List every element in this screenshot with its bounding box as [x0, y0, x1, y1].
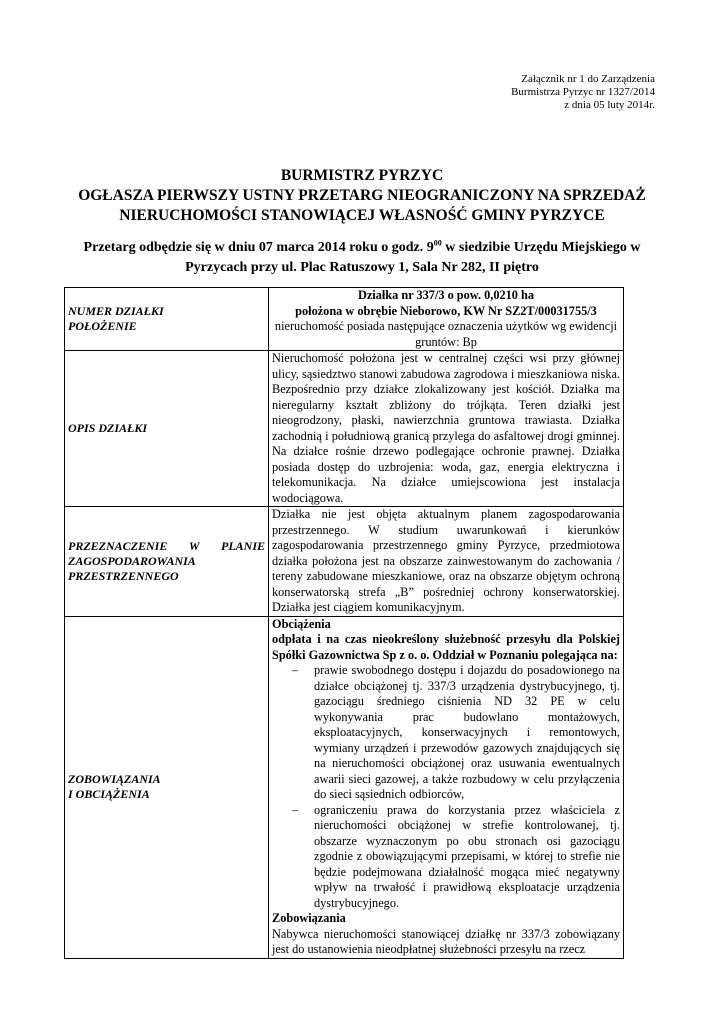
property-table	[64, 287, 624, 959]
dash-marker: –	[292, 663, 299, 677]
notice-part-2: w siedzibie Urzędu Miejskiego w Pyrzycach przy ul. Plac Ratuszowy 1, Sala Nr 282, II piętro	[185, 240, 641, 275]
table-row-opis	[65, 351, 624, 507]
annex-line-1: Załącznik nr 1 do Zarządzenia	[521, 73, 655, 85]
list-item	[292, 802, 620, 912]
table-row-przeznaczenie	[65, 507, 624, 617]
list-item	[292, 663, 620, 803]
parcel-land-use: nieruchomość posiada następujące oznaczenia użytków wg ewidencji gruntów: Bp	[274, 319, 618, 349]
row-label-zobowiazania	[65, 616, 269, 958]
dash-marker: –	[292, 802, 299, 817]
encumbrances-title: Obciążenia	[272, 616, 331, 631]
row-value-przeznaczenie: Działka nie jest objęta aktualnym planem zagospodarowania przestrzennego. W studium uwarunkowań i kierunków zagospodarowania przestrzennego gminy Pyrzyce, przedmiotowa działka położona jest na obszarze zainwestowanym do zachowania / tereny zabudowane mieszkaniowe, oraz na obszarze objętym ochroną konserwatorską strefa „B” pośredniej ochrony konserwatorskiej. Działka jest ciągiem komunikacyjnym.	[269, 507, 624, 617]
table-row-zobowiazania	[65, 616, 624, 958]
annex-line-3: z dnia 05 luty 2014r.	[564, 99, 655, 111]
label-zobowiazania-line-2: I OBCIĄŻENIA	[68, 787, 150, 801]
label-opis: OPIS DZIAŁKI	[68, 421, 148, 435]
annex-line-2: Burmistrza Pyrzyc nr 1327/2014	[511, 86, 655, 98]
table-row-numer	[65, 288, 624, 351]
notice-part-1: Przetarg odbędzie się w dniu 07 marca 2014 roku o godz. 9	[83, 240, 434, 255]
row-label-przeznaczenie	[65, 507, 269, 617]
row-value-opis: Nieruchomość położona jest w centralnej części wsi przy głównej ulicy, sąsiedztwo stanowi zabudowa zagrodowa i mieszkaniowa niska. Bezpośrednio przy działce zlokalizowany jest kościół. Działka ma nieregularny kształt zbliżony do trójkąta. Teren działki jest nieogrodzony, płaski, nawierzchnia gruntowa trawiasta. Działka zachodnią i południową granicą przylega do asfaltowej drogi gminnej. Na działce rośnie drzewo podlegające ochronie prawnej. Działka posiada dostęp do uzbrojenia: woda, gaz, energia elektryczna i telekomunikacja. Na działce umiejscowiona jest instalacja wodociągowa.	[269, 351, 624, 507]
title-line-3: NIERUCHOMOŚCI STANOWIĄCEJ WŁASNOŚĆ GMINY PYRZYCE	[119, 207, 605, 224]
label-numer-line-2: POŁOŻENIE	[68, 319, 137, 333]
auction-date-notice	[52, 238, 672, 278]
label-numer-line-1: NUMER DZIAŁKI	[68, 304, 164, 318]
title-line-1: BURMISTRZ PYRZYC	[280, 167, 444, 184]
parcel-location: położona w obrębie Nieborowo, KW Nr SZ2T/00031755/3	[295, 303, 597, 318]
row-value-zobowiazania	[269, 616, 624, 958]
label-przeznaczenie-line-2: ZAGOSPODAROWANIA	[68, 553, 196, 568]
list-item-text: ograniczeniu prawa do korzystania przez właściciela z nieruchomości obciążonej w strefie kontrolowanej, tj. obszarze wyznaczonym po obu stronach osi gazociągu zgodnie z obowiązującymi przepisami, w której to strefie nie będzie podejmowana działalność mogąca mieć negatywny wpływ na trwałość i prawidłową eksploatacje urządzenia dystrybucyjnego.	[314, 802, 620, 910]
notice-hour-superscript: 00	[433, 238, 442, 248]
encumbrances-list	[272, 663, 620, 911]
row-label-numer	[65, 288, 269, 351]
encumbrances-intro: odpłata i na czas nieokreślony służebność przesyłu dla Polskiej Spółki Gazownictwa Sp z o. o. Oddział w Poznaniu polegająca na:	[272, 632, 620, 662]
page-title	[40, 166, 684, 226]
label-przeznaczenie-line-3: PRZESTRZENNEGO	[68, 568, 179, 583]
annex-note	[511, 73, 655, 112]
label-przeznaczenie-line-1: PRZEZNACZENIE W PLANIE	[68, 538, 265, 553]
row-value-numer	[269, 288, 624, 351]
parcel-number: Działka nr 337/3 o pow. 0,0210 ha	[357, 288, 535, 302]
label-zobowiazania-line-1: ZOBOWIĄZANIA	[68, 772, 161, 786]
list-item-text: prawie swobodnego dostępu i dojazdu do posadowionego na działce obciążonej tj. 337/3 urządzenia dystrybucyjnego, tj. gazociągu średniego ciśnienia ND 32 PE w celu wykonywania prac budowlano montażowych, eksploatacyjnych, konserwacyjnych i remontowych, wymiany urządzeń i przewodów gazowych znajdujących się na nieruchomości obciążonej oraz usuwania ewentualnych awarii sieci gazowej, a także rozbudowy w celu przyłączenia do sieci sąsiednich odbiorców,	[314, 663, 620, 801]
title-line-2: OGŁASZA PIERWSZY USTNY PRZETARG NIEOGRANICZONY NA SPRZEDAŻ	[78, 187, 646, 204]
row-label-opis	[65, 351, 269, 507]
obligations-title: Zobowiązania	[272, 911, 346, 925]
obligations-text: Nabywca nieruchomości stanowiącej działkę nr 337/3 zobowiązany jest do ustanowienia nieodpłatnej służebności przesyłu na rzecz	[272, 926, 620, 956]
